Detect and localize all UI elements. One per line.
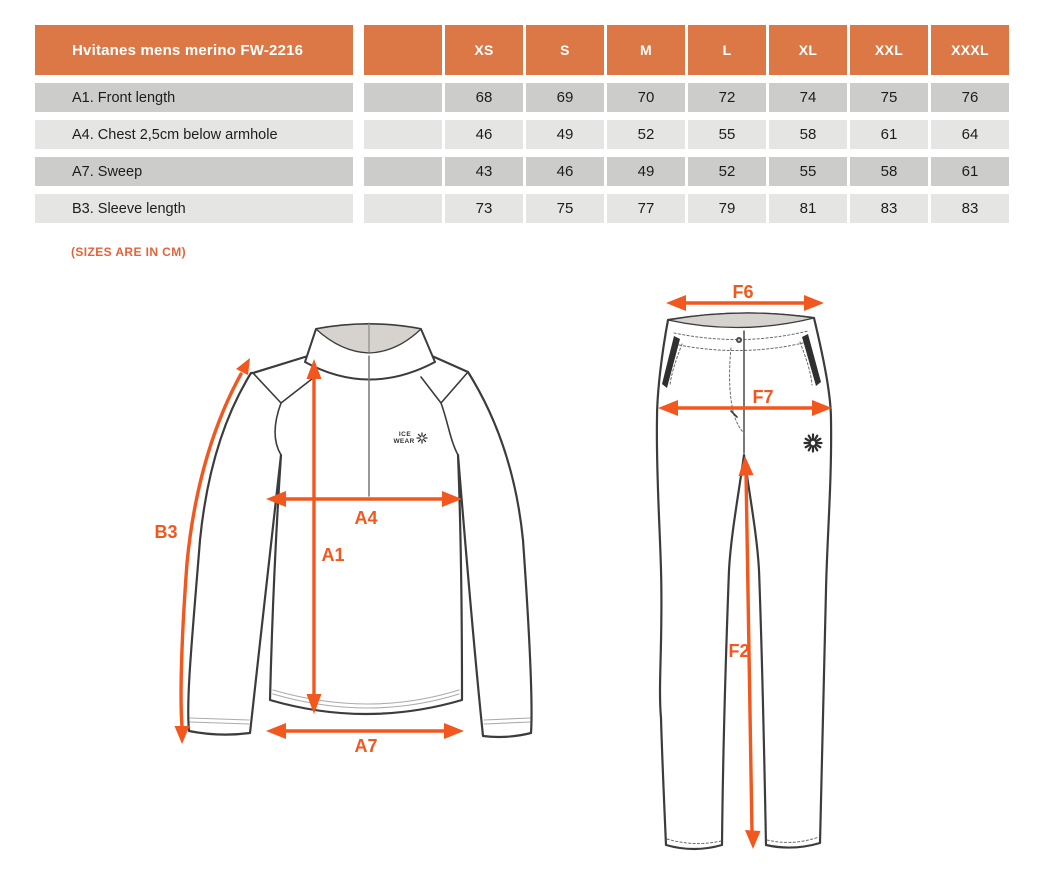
size-value-cell: 76 <box>931 83 1009 112</box>
size-value-cell: 72 <box>688 83 766 112</box>
a4-label: A4 <box>354 508 378 528</box>
size-value-cell: 69 <box>526 83 604 112</box>
table-title: Hvitanes mens merino FW-2216 <box>35 25 353 75</box>
a1-label: A1 <box>321 545 345 565</box>
size-value-cell: 55 <box>769 157 847 186</box>
size-value-cell: 77 <box>607 194 685 223</box>
size-value-cell: 83 <box>931 194 1009 223</box>
size-value-cell: 55 <box>688 120 766 149</box>
f6-label: F6 <box>732 282 754 302</box>
size-value-cell: 81 <box>769 194 847 223</box>
shirt-drawing <box>154 323 531 756</box>
pants-drawing <box>657 282 832 849</box>
a7-sweep-arrow <box>266 723 464 756</box>
size-value-cell: 68 <box>445 83 523 112</box>
f7-label: F7 <box>752 387 774 407</box>
size-value-cell: 49 <box>526 120 604 149</box>
b3-label: B3 <box>154 522 178 542</box>
size-value-cell: 49 <box>607 157 685 186</box>
size-value-cell: 52 <box>688 157 766 186</box>
size-value-cell: 61 <box>931 157 1009 186</box>
size-value-cell: 58 <box>769 120 847 149</box>
row-label: B3. Sleeve length <box>35 194 353 223</box>
size-value-cell: 64 <box>931 120 1009 149</box>
f2-label: F2 <box>728 641 750 661</box>
shirt-silhouette <box>188 356 531 737</box>
row-label: A7. Sweep <box>35 157 353 186</box>
size-value-cell: 46 <box>526 157 604 186</box>
logo-line1: ICE <box>398 431 412 438</box>
size-column-header: M <box>607 25 685 75</box>
size-value-cell: 75 <box>526 194 604 223</box>
size-column-header: L <box>688 25 766 75</box>
size-value-cell: 58 <box>850 157 928 186</box>
f6-waist-arrow <box>666 282 824 311</box>
row-label: A4. Chest 2,5cm below armhole <box>35 120 353 149</box>
size-value-cell: 83 <box>850 194 928 223</box>
size-value-cell: 74 <box>769 83 847 112</box>
size-value-cell: 43 <box>445 157 523 186</box>
size-column-header: XXXL <box>931 25 1009 75</box>
row-label: A1. Front length <box>35 83 353 112</box>
a7-label: A7 <box>354 736 378 756</box>
size-column-header: S <box>526 25 604 75</box>
size-column-header: XXL <box>850 25 928 75</box>
size-value-cell: 70 <box>607 83 685 112</box>
size-value-cell: 73 <box>445 194 523 223</box>
size-value-cell: 46 <box>445 120 523 149</box>
logo-line2: WEAR <box>393 438 415 445</box>
size-value-cell: 61 <box>850 120 928 149</box>
sizes-note: (SIZES ARE IN CM) <box>71 245 187 259</box>
size-value-cell: 79 <box>688 194 766 223</box>
size-value-cell: 75 <box>850 83 928 112</box>
waist-button-center <box>738 339 740 341</box>
size-column-header: XS <box>445 25 523 75</box>
size-column-header: XL <box>769 25 847 75</box>
size-value-cell: 52 <box>607 120 685 149</box>
